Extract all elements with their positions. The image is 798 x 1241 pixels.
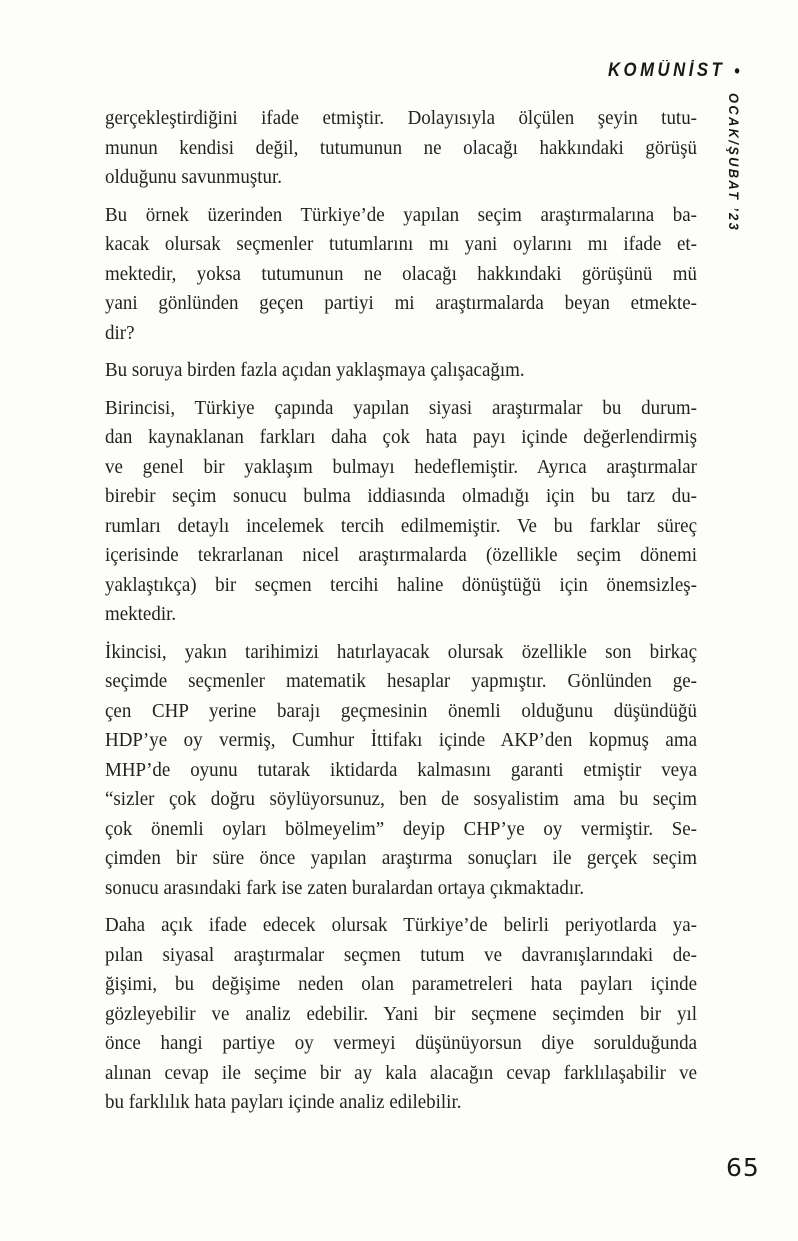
paragraph [105, 104, 697, 193]
text-line: olduğunu savunmuştur. [105, 166, 282, 188]
text-line: Bu örnek üzerinden Türkiye’de yapılan seçim araştırmalarına ba- [105, 203, 697, 226]
paragraph [105, 911, 697, 1118]
text-line: Daha açık ifade edecek olursak Türkiye’de belirli periyotlarda ya- [105, 914, 697, 936]
text-line: yani gönlünden geçen partiyi mi araştırmalarda beyan etmekte- [105, 292, 697, 314]
text-line: gerçekleştirdiğini ifade etmiştir. Dolayısıyla ölçülen şeyin tutu- [105, 107, 697, 129]
text-line: ğişimi, bu değişime neden olan parametreleri hata payları içinde [105, 973, 697, 995]
text-line: dan kaynaklanan farkları daha çok hata payı içinde değerlendirmiş [105, 426, 697, 448]
text-line: bu farklılık hata payları içinde analiz edilebilir. [105, 1091, 462, 1113]
text-line: çimden bir süre önce yapılan araştırma sonuçları ile gerçek seçim [105, 847, 697, 869]
text-line: sonucu arasındaki fark ise zaten buralardan ortaya çıkmaktadır. [105, 876, 585, 899]
article-body [105, 104, 697, 1126]
text-line: mektedir. [105, 603, 177, 625]
text-line: gözleyebilir ve analiz edebilir. Yani bir seçmene seçimden bir yıl [105, 1002, 697, 1025]
text-line: dir? [105, 321, 135, 344]
text-line: Birincisi, Türkiye çapında yapılan siyasi araştırmalar bu durum- [105, 396, 697, 419]
paragraph [105, 356, 697, 386]
text-line: seçimde seçmenler matematik hesaplar yapmıştır. Gönlünden ge- [105, 670, 697, 692]
text-line: alınan cevap ile seçime bir ay kala alacağın cevap farklılaşabilir ve [105, 1061, 697, 1084]
text-line: Bu soruya birden fazla açıdan yaklaşmaya çalışacağım. [105, 359, 525, 381]
text-line: ve genel bir yaklaşım bulmayı hedeflemiştir. Ayrıca araştırmalar [105, 455, 697, 478]
text-line: “sizler çok doğru söylüyorsunuz, ben de sosyalistim ama bu seçim [105, 788, 697, 810]
text-line: kacak olursak seçmenler tutumlarını mı yani oylarını mı ifade et- [105, 233, 697, 255]
text-line: İkincisi, yakın tarihimizi hatırlayacak olursak özellikle son birkaç [105, 640, 697, 663]
running-head [608, 60, 740, 82]
text-line: rumları detaylı incelemek tercih edilmemiştir. Ve bu farklar süreç [105, 514, 697, 537]
paragraph [105, 201, 697, 349]
paragraph [105, 394, 697, 630]
bullet-icon: • [734, 61, 740, 81]
issue-date-vertical: OCAK/ŞUBAT ’23 [726, 93, 741, 233]
text-line: içerisinde tekrarlanan nicel araştırmalarda (özellikle seçim dönemi [105, 544, 697, 566]
text-line: çok önemli oyları bölmeyelim” deyip CHP’ye oy vermiştir. Se- [105, 817, 697, 840]
text-line: birebir seçim sonucu bulma iddiasında olmadığı için bu tarz du- [105, 485, 697, 507]
paragraph [105, 638, 697, 904]
text-line: munun kendisi değil, tutumunun ne olacağı hakkındaki görüşü [105, 136, 697, 159]
text-line: MHP’de oyunu tutarak iktidarda kalmasını garanti etmiştir veya [105, 758, 697, 781]
magazine-title: KOMÜNİST [608, 60, 726, 81]
text-line: yaklaştıkça) bir seçmen tercihi haline dönüştüğü için önemsizleş- [105, 573, 697, 596]
text-line: önce hangi partiye oy vermeyi düşünüyorsun diye sorulduğunda [105, 1032, 697, 1054]
text-line: mektedir, yoksa tutumunun ne olacağı hakkındaki görüşünü mü [105, 262, 697, 285]
page-number: 65 [726, 1153, 760, 1182]
text-line: HDP’ye oy vermiş, Cumhur İttifakı içinde AKP’den kopmuş ama [105, 729, 697, 751]
text-line: pılan siyasal araştırmalar seçmen tutum ve davranışlarındaki de- [105, 943, 697, 966]
text-line: çen CHP yerine barajı geçmesinin önemli olduğunu düşündüğü [105, 699, 697, 722]
